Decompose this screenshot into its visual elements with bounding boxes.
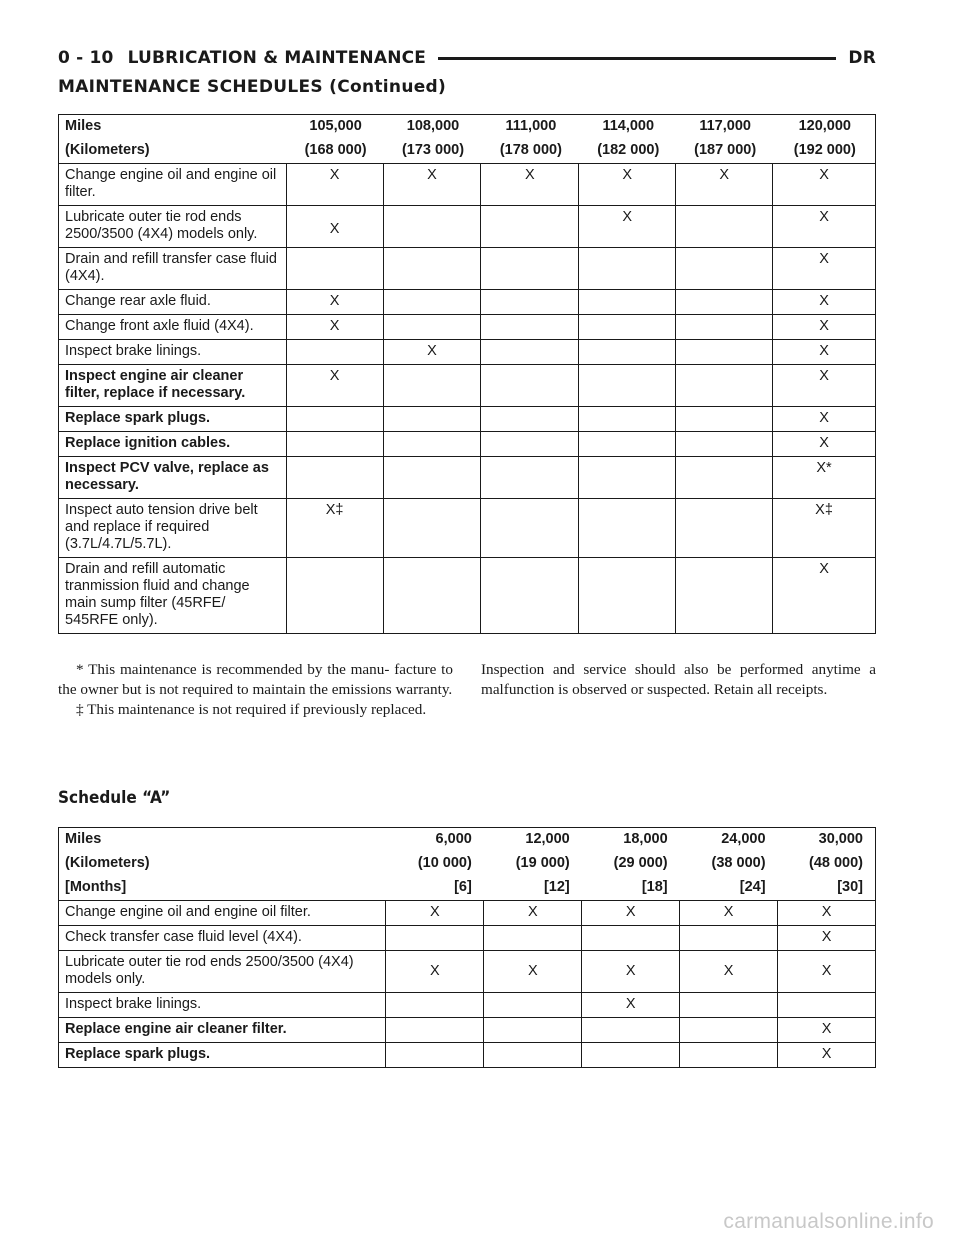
interval-cell [481, 206, 579, 248]
interval-cell [386, 993, 484, 1018]
header-cell: (192 000) [773, 139, 876, 164]
schedule-a-table [58, 827, 876, 1068]
watermark: carmanualsonline.info [723, 1210, 934, 1233]
interval-cell: X [582, 901, 680, 926]
service-item: Check transfer case fluid level (4X4). [59, 926, 386, 951]
service-item: Drain and refill transfer case fluid (4X4). [59, 248, 287, 290]
interval-cell [579, 340, 676, 365]
interval-cell [778, 993, 876, 1018]
model-code: DR [848, 48, 876, 68]
interval-cell: X [773, 290, 876, 315]
service-item: Inspect engine air cleaner filter, replace if necessary. [59, 365, 287, 407]
interval-cell [676, 248, 773, 290]
header-cell: 30,000 [778, 828, 876, 853]
interval-cell [680, 1018, 778, 1043]
interval-cell: X [778, 951, 876, 993]
header-cell: (182 000) [579, 139, 676, 164]
interval-cell: X [773, 206, 876, 248]
interval-cell [680, 993, 778, 1018]
header-cell: 12,000 [484, 828, 582, 853]
service-item: Drain and refill automatic tranmission fluid and change main sump filter (45RFE/ 545RFE only). [59, 558, 287, 634]
table-row [59, 499, 876, 558]
interval-cell [386, 1043, 484, 1068]
interval-cell [579, 290, 676, 315]
interval-cell: X [481, 164, 579, 206]
header-cell: 108,000 [383, 115, 481, 140]
header-label: [Months] [59, 876, 386, 901]
header-cell: [30] [778, 876, 876, 901]
interval-cell [676, 206, 773, 248]
table-row [59, 901, 876, 926]
interval-cell: X [773, 340, 876, 365]
service-item: Change front axle fluid (4X4). [59, 315, 287, 340]
header-row [59, 115, 876, 140]
interval-cell [676, 340, 773, 365]
table-row [59, 164, 876, 206]
interval-cell [481, 499, 579, 558]
interval-cell: X [286, 315, 383, 340]
interval-cell [383, 407, 481, 432]
interval-cell [383, 206, 481, 248]
interval-cell [383, 558, 481, 634]
table-row [59, 206, 876, 248]
interval-cell: X [778, 1043, 876, 1068]
interval-cell [582, 1018, 680, 1043]
interval-cell [579, 499, 676, 558]
table-row [59, 993, 876, 1018]
interval-cell [286, 248, 383, 290]
service-item: Change rear axle fluid. [59, 290, 287, 315]
interval-cell: X [579, 164, 676, 206]
interval-cell: X [778, 1018, 876, 1043]
table-row [59, 407, 876, 432]
header-cell: [12] [484, 876, 582, 901]
interval-cell: X [773, 432, 876, 457]
header-cell: (178 000) [481, 139, 579, 164]
interval-cell: X [286, 206, 383, 248]
service-item: Lubricate outer tie rod ends 2500/3500 (4X4) models only. [59, 951, 386, 993]
footnote-double-dagger: ‡ This maintenance is not required if previously replaced. [76, 701, 427, 718]
interval-cell: X [773, 248, 876, 290]
service-item: Change engine oil and engine oil filter. [59, 901, 386, 926]
interval-cell: X [778, 901, 876, 926]
interval-cell: X‡ [286, 499, 383, 558]
header-cell: (38 000) [711, 855, 766, 871]
header-label: Miles [59, 828, 386, 853]
interval-cell [676, 457, 773, 499]
service-item: Replace spark plugs. [59, 407, 287, 432]
interval-cell: X [773, 407, 876, 432]
header-cell: 6,000 [386, 828, 484, 853]
header-cell: 111,000 [481, 115, 579, 140]
table-row [59, 432, 876, 457]
service-item: Inspect brake linings. [59, 993, 386, 1018]
interval-cell [481, 457, 579, 499]
table-row [59, 365, 876, 407]
interval-cell: X [286, 365, 383, 407]
header-label: (Kilometers) [59, 852, 386, 876]
interval-cell [579, 315, 676, 340]
header-cell: (10 000) [417, 855, 472, 871]
interval-cell: X* [773, 457, 876, 499]
table-row [59, 248, 876, 290]
interval-cell [481, 290, 579, 315]
interval-cell [484, 926, 582, 951]
interval-cell: X [386, 951, 484, 993]
interval-cell [386, 1018, 484, 1043]
interval-cell [481, 248, 579, 290]
header-cell: 117,000 [676, 115, 773, 140]
interval-cell [579, 407, 676, 432]
interval-cell [383, 365, 481, 407]
interval-cell: X [383, 164, 481, 206]
interval-cell [680, 926, 778, 951]
interval-cell [676, 315, 773, 340]
header-cell: 18,000 [582, 828, 680, 853]
header-cell: [6] [386, 876, 484, 901]
header-cell: 24,000 [680, 828, 778, 853]
interval-cell [481, 558, 579, 634]
interval-cell [579, 457, 676, 499]
table-row [59, 558, 876, 634]
header-row [59, 852, 876, 876]
interval-cell [383, 432, 481, 457]
interval-cell [383, 457, 481, 499]
interval-cell [286, 432, 383, 457]
table-row [59, 340, 876, 365]
interval-cell [579, 365, 676, 407]
interval-cell: X [680, 951, 778, 993]
interval-cell: X [582, 993, 680, 1018]
interval-cell [484, 1043, 582, 1068]
interval-cell: X [286, 164, 383, 206]
service-item: Replace spark plugs. [59, 1043, 386, 1068]
table-row [59, 1018, 876, 1043]
interval-cell [579, 248, 676, 290]
header-rule [438, 57, 836, 60]
interval-cell: X [773, 558, 876, 634]
page-number: 0 - 10 [58, 48, 114, 68]
maintenance-table-continued [58, 114, 876, 634]
interval-cell: X [680, 901, 778, 926]
service-item: Inspect brake linings. [59, 340, 287, 365]
interval-cell: X [773, 365, 876, 407]
header-cell: 120,000 [773, 115, 876, 140]
header-cell: (173 000) [383, 139, 481, 164]
service-item: Replace engine air cleaner filter. [59, 1018, 386, 1043]
header-label: (Kilometers) [59, 139, 287, 164]
interval-cell: X [773, 315, 876, 340]
header-cell: (29 000) [613, 855, 668, 871]
header-row [59, 828, 876, 853]
interval-cell: X [579, 206, 676, 248]
service-item: Change engine oil and engine oil filter. [59, 164, 287, 206]
interval-cell: X [773, 164, 876, 206]
interval-cell [676, 290, 773, 315]
header-row [59, 139, 876, 164]
header-label: Miles [59, 115, 287, 140]
section-title: MAINTENANCE SCHEDULES (Continued) [58, 77, 447, 97]
interval-cell [383, 290, 481, 315]
service-item: Lubricate outer tie rod ends 2500/3500 (4X4) models only. [59, 206, 287, 248]
interval-cell [676, 365, 773, 407]
interval-cell [481, 407, 579, 432]
interval-cell [481, 365, 579, 407]
interval-cell [676, 499, 773, 558]
table-row [59, 315, 876, 340]
interval-cell [386, 926, 484, 951]
interval-cell [286, 457, 383, 499]
interval-cell [582, 1043, 680, 1068]
inspection-note: Inspection and service should also be performed anytime a malfunction is observed or suspected. Retain all receipts. [481, 661, 876, 698]
interval-cell: X [778, 926, 876, 951]
interval-cell: X [582, 951, 680, 993]
interval-cell [481, 340, 579, 365]
interval-cell: X [676, 164, 773, 206]
header-cell: 105,000 [286, 115, 383, 140]
chapter-title: LUBRICATION & MAINTENANCE [127, 48, 427, 68]
footnotes [58, 660, 876, 720]
interval-cell [582, 926, 680, 951]
interval-cell: X [484, 901, 582, 926]
header-cell: (187 000) [676, 139, 773, 164]
header-cell: [18] [582, 876, 680, 901]
table-row [59, 1043, 876, 1068]
interval-cell [481, 315, 579, 340]
table-row [59, 457, 876, 499]
header-row [59, 876, 876, 901]
interval-cell [484, 1018, 582, 1043]
table-row [59, 926, 876, 951]
interval-cell [579, 432, 676, 457]
header-cell: (48 000) [778, 852, 876, 876]
service-item: Inspect PCV valve, replace as necessary. [59, 457, 287, 499]
footnote-asterisk: * This maintenance is recommended by the manu- facture to the owner but is not required to maintain the emissions warranty. [58, 661, 453, 698]
interval-cell [676, 558, 773, 634]
interval-cell [383, 248, 481, 290]
schedule-a-title: Schedule “A” [58, 788, 171, 808]
interval-cell [286, 340, 383, 365]
interval-cell: X [484, 951, 582, 993]
header-cell: (168 000) [286, 139, 383, 164]
interval-cell [286, 558, 383, 634]
interval-cell: X‡ [773, 499, 876, 558]
header-cell: [24] [680, 876, 778, 901]
interval-cell [676, 432, 773, 457]
interval-cell [484, 993, 582, 1018]
service-item: Replace ignition cables. [59, 432, 287, 457]
interval-cell [286, 407, 383, 432]
page-header [58, 46, 876, 70]
interval-cell [383, 499, 481, 558]
table-row [59, 290, 876, 315]
interval-cell: X [286, 290, 383, 315]
header-cell: (19 000) [515, 855, 570, 871]
interval-cell [676, 407, 773, 432]
interval-cell [579, 558, 676, 634]
interval-cell [383, 315, 481, 340]
header-cell: 114,000 [579, 115, 676, 140]
interval-cell: X [383, 340, 481, 365]
table-row [59, 951, 876, 993]
interval-cell: X [386, 901, 484, 926]
interval-cell [680, 1043, 778, 1068]
interval-cell [481, 432, 579, 457]
service-item: Inspect auto tension drive belt and replace if required (3.7L/4.7L/5.7L). [59, 499, 287, 558]
